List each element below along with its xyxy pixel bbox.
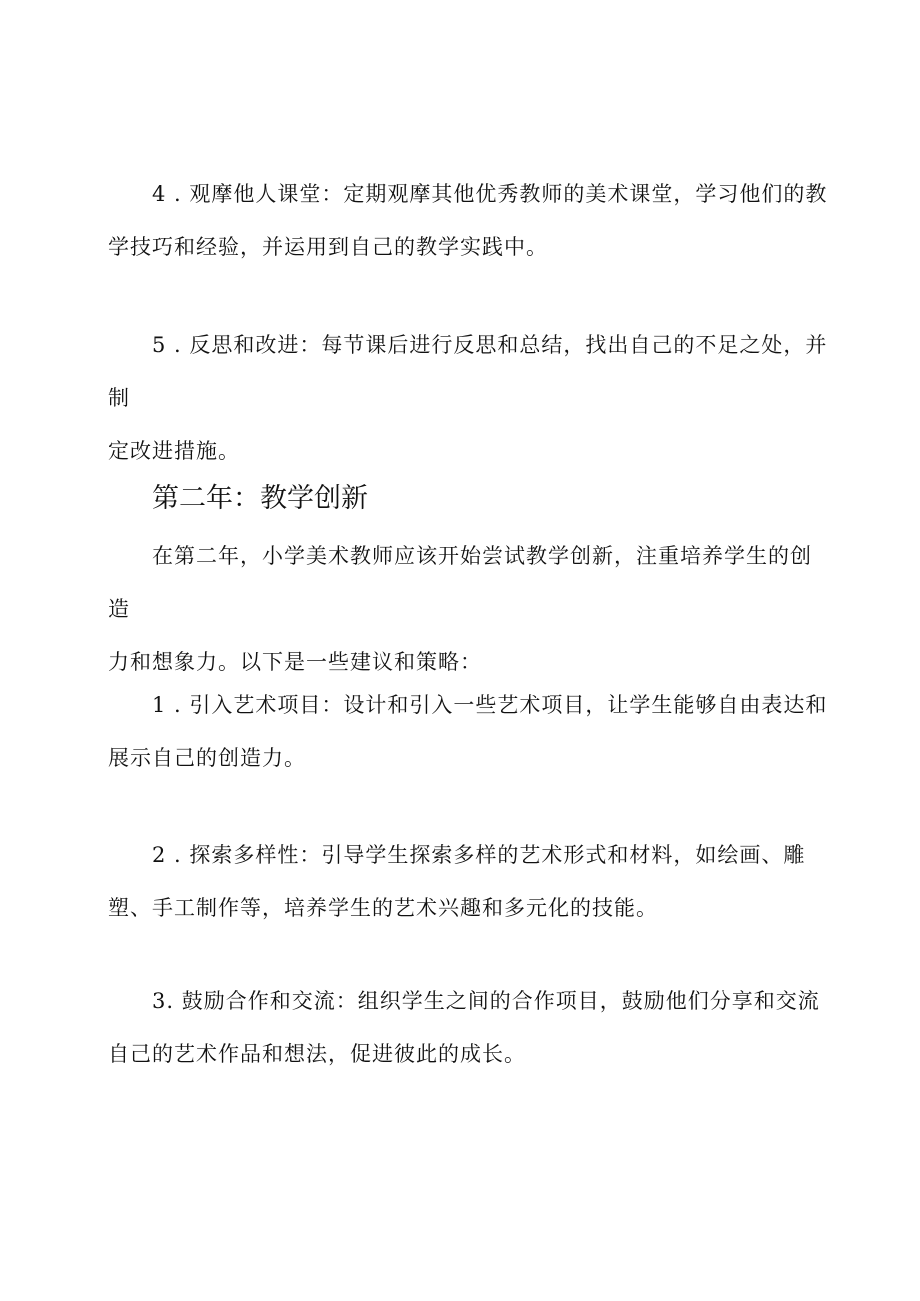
list-item-3-line2: 自己的艺术作品和想法，促进彼此的成长。 <box>108 1042 526 1066</box>
list-item-1-line2: 展示自己的创造力。 <box>108 746 306 770</box>
list-item-4-line1: 4 . 观摩他人课堂：定期观摩其他优秀教师的美术课堂，学习他们的教 <box>152 182 828 206</box>
intro-line2: 力和想象力。以下是一些建议和策略： <box>108 650 482 674</box>
list-item-4-line2: 学技巧和经验，并运用到自己的教学实践中。 <box>108 235 548 259</box>
list-item-2 <box>108 829 828 935</box>
intro-paragraph <box>108 530 828 689</box>
list-item-1 <box>108 679 828 785</box>
list-item-3 <box>108 975 828 1081</box>
list-item-5-line2: 定改进措施。 <box>108 439 240 463</box>
list-item-2-line2: 塑、手工制作等，培养学生的艺术兴趣和多元化的技能。 <box>108 896 658 920</box>
list-item-2-line1: 2 . 探索多样性：引导学生探索多样的艺术形式和材料，如绘画、雕 <box>152 843 806 867</box>
list-item-5 <box>108 319 828 478</box>
list-item-5-line1: 5 . 反思和改进：每节课后进行反思和总结，找出自己的不足之处，并制 <box>108 333 828 410</box>
list-item-1-line1: 1 . 引入艺术项目：设计和引入一些艺术项目，让学生能够自由表达和 <box>152 693 828 717</box>
section-heading: 第二年：教学创新 <box>152 483 368 514</box>
intro-line1: 在第二年，小学美术教师应该开始尝试教学创新，注重培养学生的创造 <box>108 544 812 621</box>
list-item-4 <box>108 168 828 274</box>
list-item-3-line1: 3. 鼓励合作和交流：组织学生之间的合作项目，鼓励他们分享和交流 <box>152 989 820 1013</box>
